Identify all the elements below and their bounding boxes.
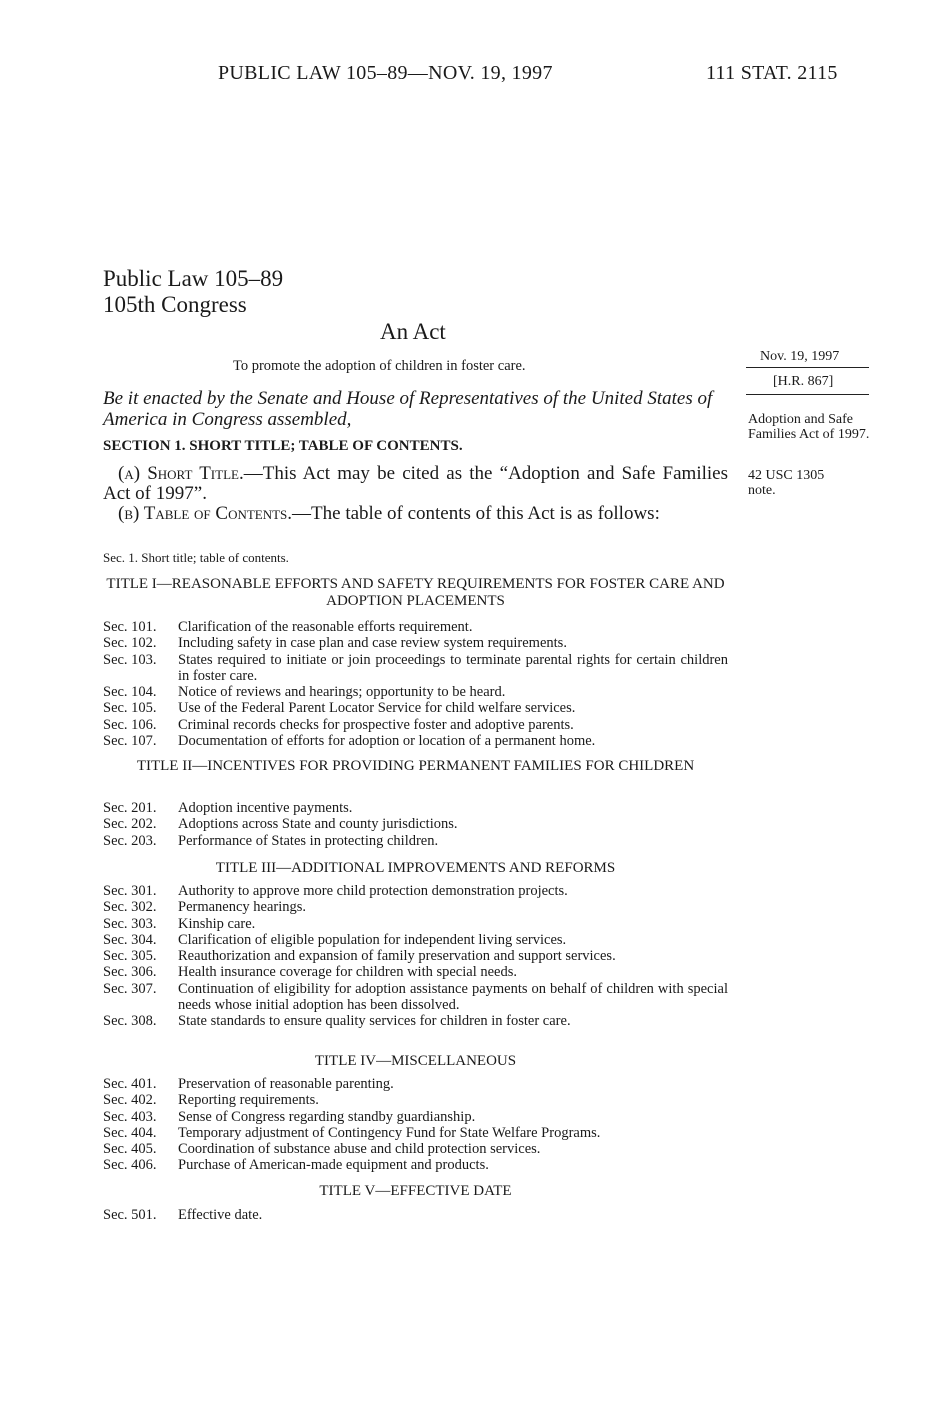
- title-2-section-list: [103, 800, 728, 849]
- toc-entry-title: State standards to ensure quality services for children in foster care.: [178, 1013, 571, 1030]
- toc-entry-sec-1: Sec. 1. Short title; table of contents.: [103, 550, 289, 565]
- toc-entry-title: Temporary adjustment of Contingency Fund for State Welfare Programs.: [178, 1124, 601, 1141]
- toc-entry-number: Sec. 402.: [103, 1092, 157, 1109]
- toc-entry-number: Sec. 305.: [103, 948, 157, 965]
- toc-entry-number: Sec. 308.: [103, 1013, 157, 1030]
- toc-entry: [103, 816, 728, 832]
- toc-entry: [103, 916, 728, 932]
- toc-entry: [103, 800, 728, 816]
- toc-entry-number: Sec. 303.: [103, 915, 157, 932]
- act-purpose: To promote the adoption of children in foster care.: [233, 358, 526, 374]
- toc-entry-number: Sec. 406.: [103, 1157, 157, 1174]
- toc-entry-number: Sec. 405.: [103, 1141, 157, 1158]
- toc-entry-number: Sec. 103.: [103, 651, 157, 668]
- toc-entry-number: Sec. 401.: [103, 1076, 157, 1092]
- title-4-heading: TITLE IV—MISCELLANEOUS: [314, 1053, 517, 1069]
- toc-entry: [103, 635, 728, 651]
- toc-entry: [103, 1109, 728, 1125]
- toc-entry-title: Kinship care.: [178, 915, 256, 932]
- toc-entry-title: Clarification of eligible population for independent living services.: [178, 931, 567, 948]
- title-3-heading: TITLE III—ADDITIONAL IMPROVEMENTS AND REFORMS: [215, 860, 616, 876]
- toc-entry-title: Continuation of eligibility for adoption assistance payments on behalf of children with special needs whose initial adoption has been dissolved.: [178, 980, 728, 1014]
- title-3-section-list: [103, 883, 728, 1030]
- short-title-label: (a) Short Title.: [118, 463, 244, 484]
- toc-entry: [103, 619, 728, 635]
- toc-entry: [103, 964, 728, 980]
- toc-entry-title: Adoptions across State and county jurisdictions.: [178, 816, 458, 833]
- toc-entry: [103, 717, 728, 733]
- toc-entry-number: Sec. 203.: [103, 832, 157, 849]
- toc-entry-title: Effective date.: [178, 1207, 263, 1223]
- toc-entry-title: Documentation of efforts for adoption or location of a permanent home.: [178, 733, 596, 750]
- margin-usc-note: 42 USC 1305 note.: [748, 468, 825, 498]
- toc-entry: [103, 1092, 728, 1108]
- toc-entry-number: Sec. 306.: [103, 964, 157, 981]
- toc-entry-title: Purchase of American-made equipment and products.: [178, 1157, 489, 1174]
- act-heading: An Act: [380, 319, 446, 344]
- section-1-heading: SECTION 1. SHORT TITLE; TABLE OF CONTENTS.: [103, 438, 463, 454]
- short-title-text: —This Act may be cited as the “Adoption and Safe Families Act of 1997”.: [103, 463, 728, 504]
- title-2-heading: TITLE II—INCENTIVES FOR PROVIDING PERMANENT FAMILIES FOR CHILDREN: [136, 758, 695, 774]
- toc-entry-number: Sec. 105.: [103, 700, 157, 717]
- toc-entry-number: Sec. 501.: [103, 1207, 157, 1223]
- toc-entry: [103, 1157, 728, 1173]
- margin-bill-number: [H.R. 867]: [773, 374, 834, 389]
- running-header-page: 111 STAT. 2115: [706, 62, 838, 84]
- toc-entry-title: Coordination of substance abuse and child protection services.: [178, 1141, 541, 1158]
- toc-entry: [103, 899, 728, 915]
- toc-entry-title: Clarification of the reasonable efforts requirement.: [178, 619, 473, 635]
- title-1-section-list: [103, 619, 728, 749]
- title-4-section-list: [103, 1076, 728, 1174]
- toc-entry: [103, 733, 728, 749]
- toc-entry: [103, 948, 728, 964]
- title-5-heading: TITLE V—EFFECTIVE DATE: [319, 1183, 512, 1199]
- running-header-left: PUBLIC LAW 105–89—NOV. 19, 1997: [218, 62, 553, 84]
- toc-entry-number: Sec. 102.: [103, 635, 157, 652]
- toc-entry: [103, 1013, 728, 1029]
- toc-entry-title: States required to initiate or join proceedings to terminate parental rights for certain children in foster care.: [178, 651, 728, 684]
- margin-date: Nov. 19, 1997: [760, 349, 840, 364]
- toc-entry-title: Permanency hearings.: [178, 899, 307, 916]
- toc-entry: [103, 684, 728, 700]
- toc-entry-title: Health insurance coverage for children with special needs.: [178, 964, 517, 981]
- toc-entry: [103, 700, 728, 716]
- toc-entry-number: Sec. 301.: [103, 883, 157, 899]
- toc-intro-text: —The table of contents of this Act is as follows:: [292, 503, 660, 524]
- toc-entry-number: Sec. 307.: [103, 980, 157, 997]
- toc-entry-title: Adoption incentive payments.: [178, 800, 353, 816]
- toc-entry-title: Notice of reviews and hearings; opportunity to be heard.: [178, 684, 506, 701]
- toc-entry-title: Use of the Federal Parent Locator Service for child welfare services.: [178, 700, 576, 717]
- toc-label: (b) Table of Contents.: [118, 503, 293, 524]
- section-1a-paragraph: [103, 464, 728, 504]
- margin-rule-top: [746, 367, 869, 368]
- toc-entry: [103, 1207, 728, 1223]
- toc-entry: [103, 1141, 728, 1157]
- toc-entry: [103, 981, 728, 1014]
- public-law-number: Public Law 105–89: [103, 266, 284, 291]
- section-1b-paragraph: [103, 504, 728, 524]
- toc-entry-title: Criminal records checks for prospective foster and adoptive parents.: [178, 716, 574, 733]
- congress-label: 105th Congress: [103, 292, 247, 317]
- toc-entry-number: Sec. 302.: [103, 899, 157, 916]
- title-5-section-list: [103, 1207, 728, 1223]
- toc-entry-number: Sec. 201.: [103, 800, 157, 816]
- toc-entry-number: Sec. 104.: [103, 684, 157, 701]
- toc-entry-title: Including safety in case plan and case review system requirements.: [178, 635, 567, 652]
- toc-entry-number: Sec. 404.: [103, 1124, 157, 1141]
- toc-entry-title: Performance of States in protecting children.: [178, 832, 439, 849]
- toc-entry-number: Sec. 101.: [103, 619, 157, 635]
- toc-entry: [103, 1076, 728, 1092]
- toc-entry-title: Reporting requirements.: [178, 1092, 319, 1109]
- toc-entry-number: Sec. 107.: [103, 733, 157, 750]
- margin-rule-bottom: [746, 394, 869, 395]
- toc-entry-title: Preservation of reasonable parenting.: [178, 1076, 394, 1092]
- enacting-clause: Be it enacted by the Senate and House of Representatives of the United States of America in Congress assembled,: [103, 388, 713, 430]
- title-1-heading: TITLE I—REASONABLE EFFORTS AND SAFETY REQUIREMENTS FOR FOSTER CARE AND ADOPTION PLACEMENTS: [106, 576, 725, 609]
- margin-short-title: Adoption and Safe Families Act of 1997.: [748, 412, 870, 442]
- toc-entry-title: Reauthorization and expansion of family preservation and support services.: [178, 948, 616, 965]
- toc-entry-number: Sec. 403.: [103, 1108, 157, 1125]
- toc-entry: [103, 652, 728, 685]
- toc-entry: [103, 1125, 728, 1141]
- toc-entry-number: Sec. 304.: [103, 931, 157, 948]
- toc-entry: [103, 833, 728, 849]
- toc-entry: [103, 932, 728, 948]
- toc-entry-title: Authority to approve more child protection demonstration projects.: [178, 883, 568, 899]
- toc-entry: [103, 883, 728, 899]
- toc-entry-title: Sense of Congress regarding standby guardianship.: [178, 1108, 476, 1125]
- toc-entry-number: Sec. 202.: [103, 816, 157, 833]
- toc-entry-number: Sec. 106.: [103, 716, 157, 733]
